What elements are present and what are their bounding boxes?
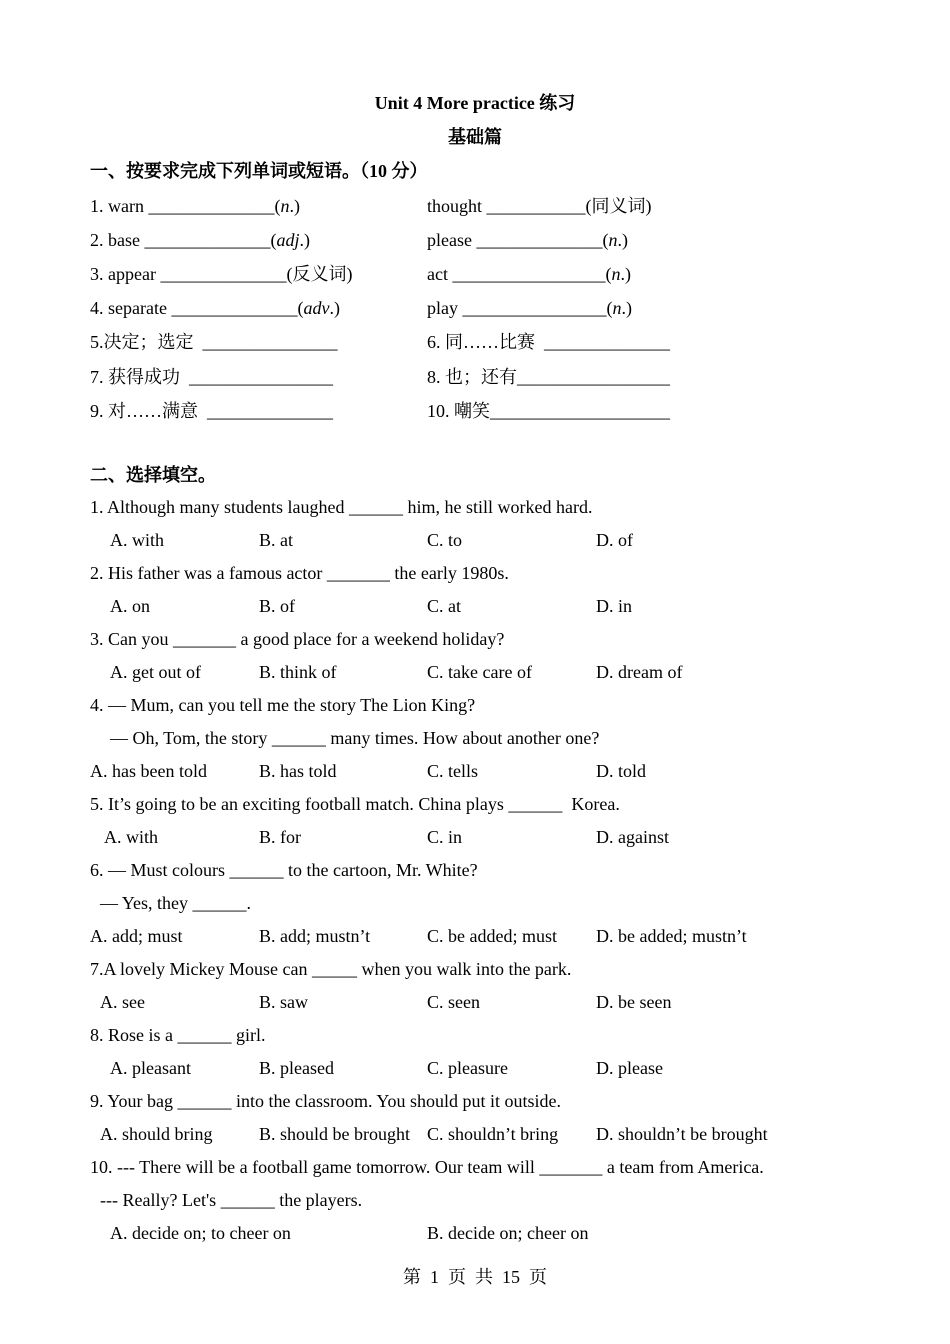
vocab-item: 2. base ______________(adj.)	[90, 230, 310, 250]
question-text: 4. — Mum, can you tell me the story The Lion King?	[90, 695, 476, 715]
page-title: Unit 4 More practice 练习	[374, 93, 576, 113]
question-text-reply: — Yes, they ______.	[100, 893, 252, 913]
option-b: B. for	[259, 827, 301, 847]
vocab-item: play ________________(n.)	[427, 298, 632, 318]
option-a: A. has been told	[90, 761, 207, 781]
question-text: 2. His father was a famous actor _______ the early 1980s.	[90, 563, 509, 583]
option-d: D. shouldn’t be brought	[596, 1124, 768, 1144]
question-text: 9. Your bag ______ into the classroom. You should put it outside.	[90, 1091, 562, 1111]
vocab-item: 4. separate ______________(adv.)	[90, 298, 340, 318]
option-a: A. pleasant	[110, 1058, 191, 1078]
option-a: A. on	[110, 596, 150, 616]
question-text-reply: — Oh, Tom, the story ______ many times. How about another one?	[110, 728, 600, 748]
option-b: B. add; mustn’t	[259, 926, 371, 946]
option-c: C. at	[427, 596, 461, 616]
vocab-item: 10. 嘲笑____________________	[427, 401, 670, 421]
option-a: A. get out of	[110, 662, 201, 682]
section1-heading: 一、按要求完成下列单词或短语。（10 分）	[90, 161, 428, 181]
option-d: D. against	[596, 827, 669, 847]
option-a: A. with	[110, 530, 164, 550]
option-b: B. think of	[259, 662, 337, 682]
option-d: D. be seen	[596, 992, 672, 1012]
option-c: C. take care of	[427, 662, 532, 682]
option-d: D. told	[596, 761, 647, 781]
page-subtitle: 基础篇	[448, 127, 502, 147]
vocab-item: 6. 同……比赛 ______________	[427, 332, 670, 352]
question-text: 5. It’s going to be an exciting football match. China plays ______ Korea.	[90, 794, 620, 814]
vocab-item: 1. warn ______________(n.)	[90, 196, 300, 216]
vocab-item: please ______________(n.)	[427, 230, 628, 250]
option-b: B. has told	[259, 761, 337, 781]
option-a: A. see	[100, 992, 145, 1012]
option-d: D. in	[596, 596, 632, 616]
question-text: 3. Can you _______ a good place for a weekend holiday?	[90, 629, 505, 649]
vocab-item: 5.决定；选定 _______________	[90, 332, 338, 352]
option-b: B. should be brought	[259, 1124, 410, 1144]
vocab-item: 7. 获得成功 ________________	[90, 367, 333, 387]
question-text: 10. --- There will be a football game tomorrow. Our team will _______ a team from America.	[90, 1157, 764, 1177]
option-b: B. at	[259, 530, 293, 550]
question-text: 1. Although many students laughed ______ him, he still worked hard.	[90, 497, 593, 517]
vocab-item: thought ___________(同义词)	[427, 196, 652, 216]
option-c: C. pleasure	[427, 1058, 508, 1078]
option-b: B. decide on; cheer on	[427, 1223, 589, 1243]
option-d: D. be added; mustn’t	[596, 926, 747, 946]
option-c: C. to	[427, 530, 463, 550]
option-b: B. saw	[259, 992, 308, 1012]
option-a: A. with	[104, 827, 158, 847]
option-c: C. in	[427, 827, 463, 847]
vocab-item: 3. appear ______________(反义词)	[90, 264, 353, 284]
option-a: A. should bring	[100, 1124, 213, 1144]
option-d: D. of	[596, 530, 633, 550]
option-c: C. be added; must	[427, 926, 557, 946]
vocab-item: 9. 对……满意 ______________	[90, 401, 333, 421]
option-d: D. dream of	[596, 662, 683, 682]
question-text: 6. — Must colours ______ to the cartoon, Mr. White?	[90, 860, 478, 880]
question-text-reply: --- Really? Let's ______ the players.	[100, 1190, 363, 1210]
option-a: A. add; must	[90, 926, 183, 946]
option-c: C. tells	[427, 761, 479, 781]
option-b: B. of	[259, 596, 295, 616]
option-d: D. please	[596, 1058, 663, 1078]
option-a: A. decide on; to cheer on	[110, 1223, 291, 1243]
option-c: C. shouldn’t bring	[427, 1124, 559, 1144]
section2-heading: 二、选择填空。	[90, 465, 216, 485]
page-number: 第 1 页 共 15 页	[403, 1267, 547, 1287]
option-b: B. pleased	[259, 1058, 334, 1078]
question-text: 8. Rose is a ______ girl.	[90, 1025, 266, 1045]
option-c: C. seen	[427, 992, 480, 1012]
vocab-item: 8. 也；还有_________________	[427, 367, 670, 387]
question-text: 7.A lovely Mickey Mouse can _____ when you walk into the park.	[90, 959, 572, 979]
vocab-item: act _________________(n.)	[427, 264, 631, 284]
